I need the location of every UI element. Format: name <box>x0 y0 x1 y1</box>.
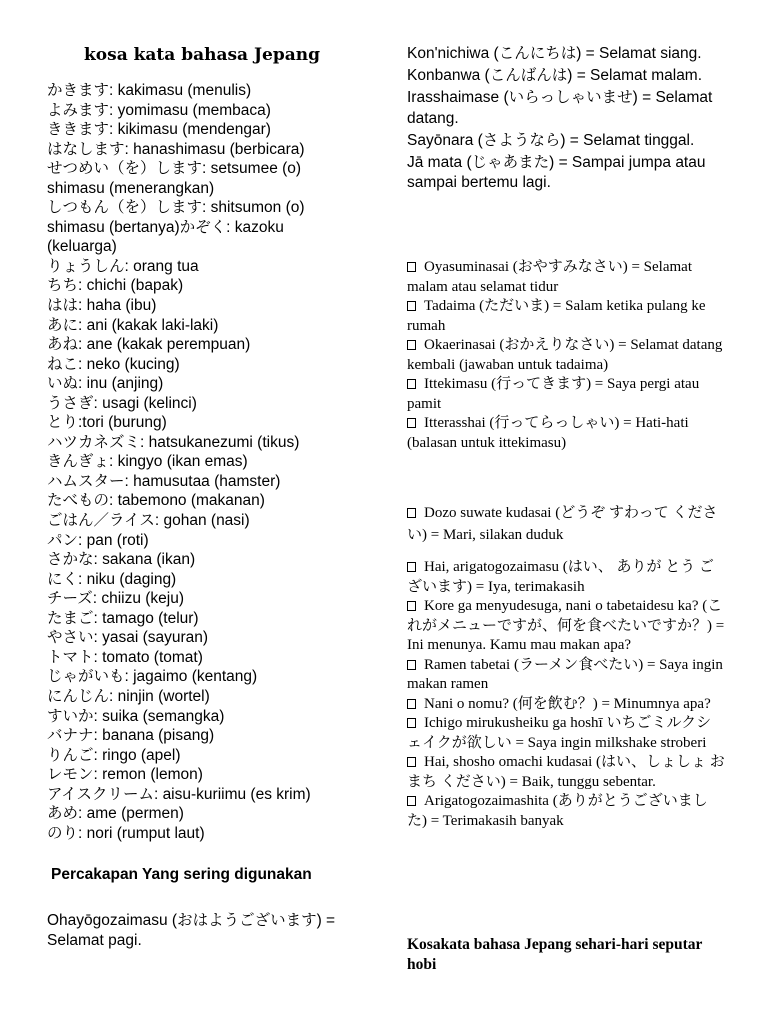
phrase-item: Dozo suwate kudasai (どうぞ すわって ください) = Mari, silakan duduk <box>407 505 718 543</box>
vocab-item: たべもの: tabemono (makanan) <box>47 492 265 510</box>
vocab-item: かきます: kakimasu (menulis) <box>47 82 252 99</box>
vocab-item: あね: ane (kakak perempuan) <box>47 336 251 354</box>
greeting-item: Kon'nichiwa (こんにちは) = Selamat siang. <box>407 45 702 62</box>
empty-square-icon <box>407 757 416 767</box>
empty-square-icon <box>407 601 416 611</box>
hobby-heading: Kosakata bahasa Jepang sehari-hari seputar hobi <box>407 936 703 973</box>
empty-square-icon <box>407 796 416 806</box>
empty-square-icon <box>407 699 416 709</box>
vocab-item: さかな: sakana (ikan) <box>47 551 196 569</box>
vocab-item: せつめい（を）します: setsumee (o) shimasu (menerangkan) <box>47 160 302 197</box>
phrase-item: Ichigo mirukusheiku ga hoshī いちごミルクシェイクが欲しい = Saya ingin milkshake stroberi <box>407 715 712 751</box>
greeting-paragraph: Ohayōgozaimasu (おはようございます) = Selamat pagi. <box>47 912 336 949</box>
vocab-item: うさぎ: usagi (kelinci) <box>47 394 197 412</box>
vocab-item: たまご: tamago (telur) <box>47 609 199 627</box>
section-heading: Percakapan Yang sering digunakan <box>51 866 312 883</box>
phrase-item: Tadaima (ただいま) = Salam ketika pulang ke rumah <box>407 298 706 334</box>
phrase-item: Kore ga menyudesuga, nani o tabetaidesu ka? (これがメニューですが、何を食べたいですか？) = Ini menunya. Kamu mau makan apa? <box>407 598 725 653</box>
empty-square-icon <box>407 660 416 670</box>
greeting-item: Konbanwa (こんばんは) = Selamat malam. <box>407 67 703 84</box>
page-title: kosa kata bahasa Jepang <box>84 45 320 65</box>
greeting-item: Jā mata (じゃあまた) = Sampai jumpa atau sampai bertemu lagi. <box>407 153 706 191</box>
phrase-item: Ramen tabetai (ラーメン食べたい) = Saya ingin makan ramen <box>407 656 723 692</box>
vocab-item: いぬ: inu (anjing) <box>47 375 164 393</box>
phrase-item: Oyasuminasai (おやすみなさい) = Selamat malam atau selamat tidur <box>407 259 693 295</box>
vocab-item: はは: haha (ibu) <box>47 297 157 315</box>
phrases-list-c <box>407 558 725 831</box>
vocab-item: やさい: yasai (sayuran) <box>47 629 209 647</box>
vocab-item: よみます: yomimasu (membaca) <box>47 101 271 119</box>
vocab-item: チーズ: chiizu (keju) <box>47 590 185 608</box>
empty-square-icon <box>407 418 416 428</box>
phrase-item: Ittekimasu (行ってきます) = Saya pergi atau pamit <box>407 376 700 412</box>
vocab-item: にく: niku (daging) <box>47 570 177 588</box>
empty-square-icon <box>407 718 416 728</box>
vocab-item: あに: ani (kakak laki-laki) <box>47 316 219 334</box>
greeting-item: Sayōnara (さようなら) = Selamat tinggal. <box>407 131 695 149</box>
vocab-item: バナナ: banana (pisang) <box>47 727 215 745</box>
phrase-item: Itterasshai (行ってらっしゃい) = Hati-hati (balasan untuk ittekimasu) <box>407 415 689 451</box>
vocab-item: しつもん（を）します: shitsumon (o) shimasu (bertanya)かぞく: kazoku (keluarga) <box>47 199 305 256</box>
phrase-item: Arigatogozaimashita (ありがとうございました) = Terimakasih banyak <box>407 793 708 829</box>
vocab-item: あめ: ame (permen) <box>47 805 184 823</box>
vocab-item: ごはん／ライス: gohan (nasi) <box>47 512 250 530</box>
vocab-item: じゃがいも: jagaimo (kentang) <box>47 668 258 686</box>
vocab-item: はなします: hanashimasu (berbicara) <box>47 140 305 158</box>
greeting-item: Irasshaimase (いらっしゃいませ) = Selamat datang. <box>407 89 713 127</box>
vocab-item: ハムスター: hamusutaa (hamster) <box>47 472 281 490</box>
phrase-item: Nani o nomu? (何を飲む？) = Minumnya apa? <box>407 695 725 715</box>
phrase-item: Okaerinasai (おかえりなさい) = Selamat datang kembali (jawaban untuk tadaima) <box>407 337 723 373</box>
phrases-list-b <box>407 502 725 546</box>
vocab-item: アイスクリーム: aisu-kuriimu (es krim) <box>47 785 311 803</box>
vocab-item: ききます: kikimasu (mendengar) <box>47 121 271 139</box>
empty-square-icon <box>407 562 416 572</box>
empty-square-icon <box>407 379 416 389</box>
vocab-item: きんぎょ: kingyo (ikan emas) <box>47 453 248 471</box>
vocab-item: レモン: remon (lemon) <box>47 766 203 784</box>
empty-square-icon <box>407 301 416 311</box>
vocab-list <box>47 81 377 843</box>
phrases-list-a <box>407 258 725 453</box>
vocab-item: にんじん: ninjin (wortel) <box>47 687 210 705</box>
vocab-item: りんご: ringo (apel) <box>47 746 181 764</box>
empty-square-icon <box>407 508 416 518</box>
phrase-item: Hai, arigatogozaimasu (はい、 ありが とう ございます) = Iya, terimakasih <box>407 559 714 595</box>
vocab-item: すいか: suika (semangka) <box>47 707 225 725</box>
vocab-item: ハツカネズミ: hatsukanezumi (tikus) <box>47 433 300 451</box>
vocab-item: トマト: tomato (tomat) <box>47 648 203 666</box>
vocab-item: りょうしん: orang tua <box>47 257 199 275</box>
vocab-item: ちち: chichi (bapak) <box>47 277 184 295</box>
vocab-item: ねこ: neko (kucing) <box>47 355 180 373</box>
empty-square-icon <box>407 262 416 272</box>
phrase-item: Hai, shosho omachi kudasai (はい、しょしょ おまち ください) = Baik, tunggu sebentar. <box>407 754 725 790</box>
empty-square-icon <box>407 340 416 350</box>
vocab-item: のり: nori (rumput laut) <box>47 824 205 842</box>
greetings-list <box>407 44 722 195</box>
vocab-item: とり:tori (burung) <box>47 414 167 432</box>
vocab-item: パン: pan (roti) <box>47 531 149 549</box>
